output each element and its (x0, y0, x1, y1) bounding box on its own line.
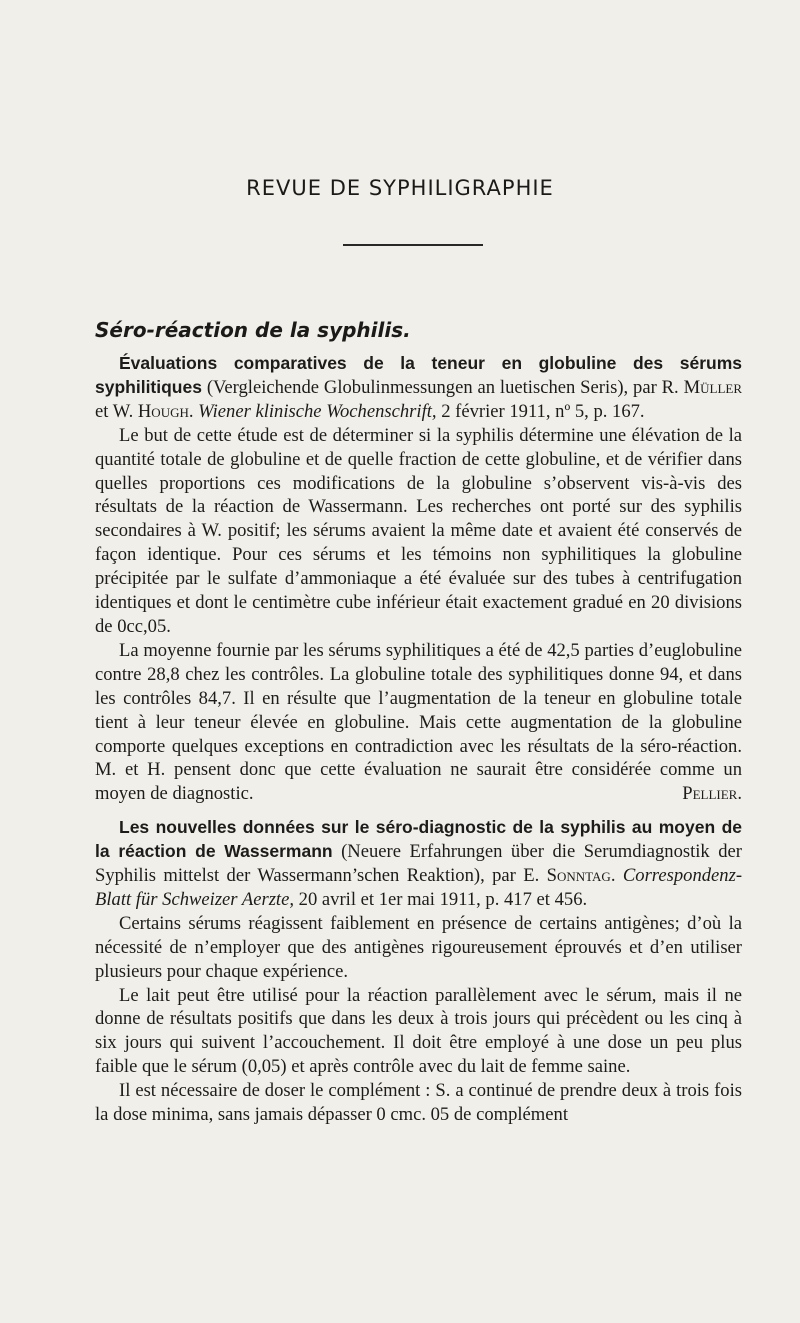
article-1-citation-tail: 2 février 1911, nº 5, p. 167. (436, 400, 645, 422)
article-2-paragraph-3: Il est nécessaire de doser le complément : S. a continué de prendre deux à trois fois la dose minima, sans jamais dépasser 0 cmc. 05 de complément (95, 1080, 742, 1126)
section-heading: Séro-réaction de la syphilis. (95, 318, 411, 342)
article-2-journal: Correspondenz-Blatt für Schweizer Aerzte, (95, 865, 743, 910)
article-2-citation-tail: 20 avril et 1er mai 1911, p. 417 et 456. (294, 888, 588, 910)
article-1-author-1: Müller (683, 376, 742, 398)
running-head: REVUE DE SYPHILIGRAPHIE (246, 176, 554, 200)
article-1-journal: Wiener klinische Wochenschrift, (198, 400, 437, 422)
article-1-citation-lead: (Vergleichende Globulinmessungen an luetischen Seris), par R. (201, 376, 684, 398)
article-1-paragraph-2-text: La moyenne fournie par les sérums syphilitiques a été de 42,5 parties d’euglobuline contre 28,8 chez les contrôles. La globuline totale des syphilitiques donne 94, et dans les contrôles 84,7. Il en résulte que l’augmentation de la teneur en globuline totale tient à leur teneur élevée en globuline. Mais cette augmentation de la globuline comporte quelques exceptions en contradiction avec les résultats de la séro-réaction. M. et H. pensent donc que cette évaluation ne saurait être considérée comme un moyen de diagnostic. (95, 639, 742, 805)
article-1-author-sep: . (188, 400, 199, 422)
article-2-paragraph-1: Certains sérums réagissent faiblement en présence de certains antigènes; d’où la nécessité de n’employer que des antigènes rigoureusement éprouvés et d’en utiliser plusieurs pour chaque expérience. (95, 912, 742, 982)
article-2-header (95, 816, 742, 912)
article-1-signature: Pellier. (682, 783, 742, 805)
article-1-header (95, 352, 742, 424)
header-rule (343, 244, 483, 246)
article-2-author-sep: . (610, 865, 623, 887)
article-2-paragraph-2: Le lait peut être utilisé pour la réaction parallèlement avec le sérum, mais il ne donne de résultats positifs que dans les deux à trois jours qui précèdent ou les cinq à six jours qui suivent l’accouchement. Il doit être employé à une dose un peu plus faible que le sérum (0,05) et après contrôle avec du lait de femme saine. (95, 984, 742, 1078)
article-1-paragraph-1: Le but de cette étude est de déterminer si la syphilis détermine une élévation de la quantité totale de globuline et de quelle fraction de cette globuline, et de vérifier dans quelles proportions ces modifications de la globuline s’observent vis-à-vis des résultats de la réaction de Wassermann. Les recherches ont porté sur des syphilis secondaires à W. positif; les sérums avaient la même date et avaient été conservés de façon identique. Pour ces sérums et les témoins non syphilitiques la globuline précipitée par le sulfate d’ammoniaque a été évaluée sur des tubes à centrifugation identiques et dont le centimètre cube inférieur était exactement gradué en 20 divisions de 0cc,05. (95, 424, 742, 637)
article-1-title: Évaluations comparatives de la teneur en globuline des sérums syphilitiques (95, 353, 742, 397)
article-1-paragraph-2 (95, 639, 742, 806)
article-2-author: Sonntag (546, 865, 611, 887)
body-text (95, 352, 742, 1127)
article-gap (95, 806, 742, 816)
article-2-title: Les nouvelles données sur le séro-diagnostic de la syphilis au moyen de la réaction de Wassermann (95, 817, 742, 862)
article-2-citation-lead: (Neuere Erfahrungen über die Serumdiagnostik der Syphilis mittelst der Wassermann’schen Reaktion), par E. (95, 841, 742, 887)
article-1-author-join: et W. (95, 400, 138, 422)
article-1-author-2: Hough (137, 400, 189, 422)
